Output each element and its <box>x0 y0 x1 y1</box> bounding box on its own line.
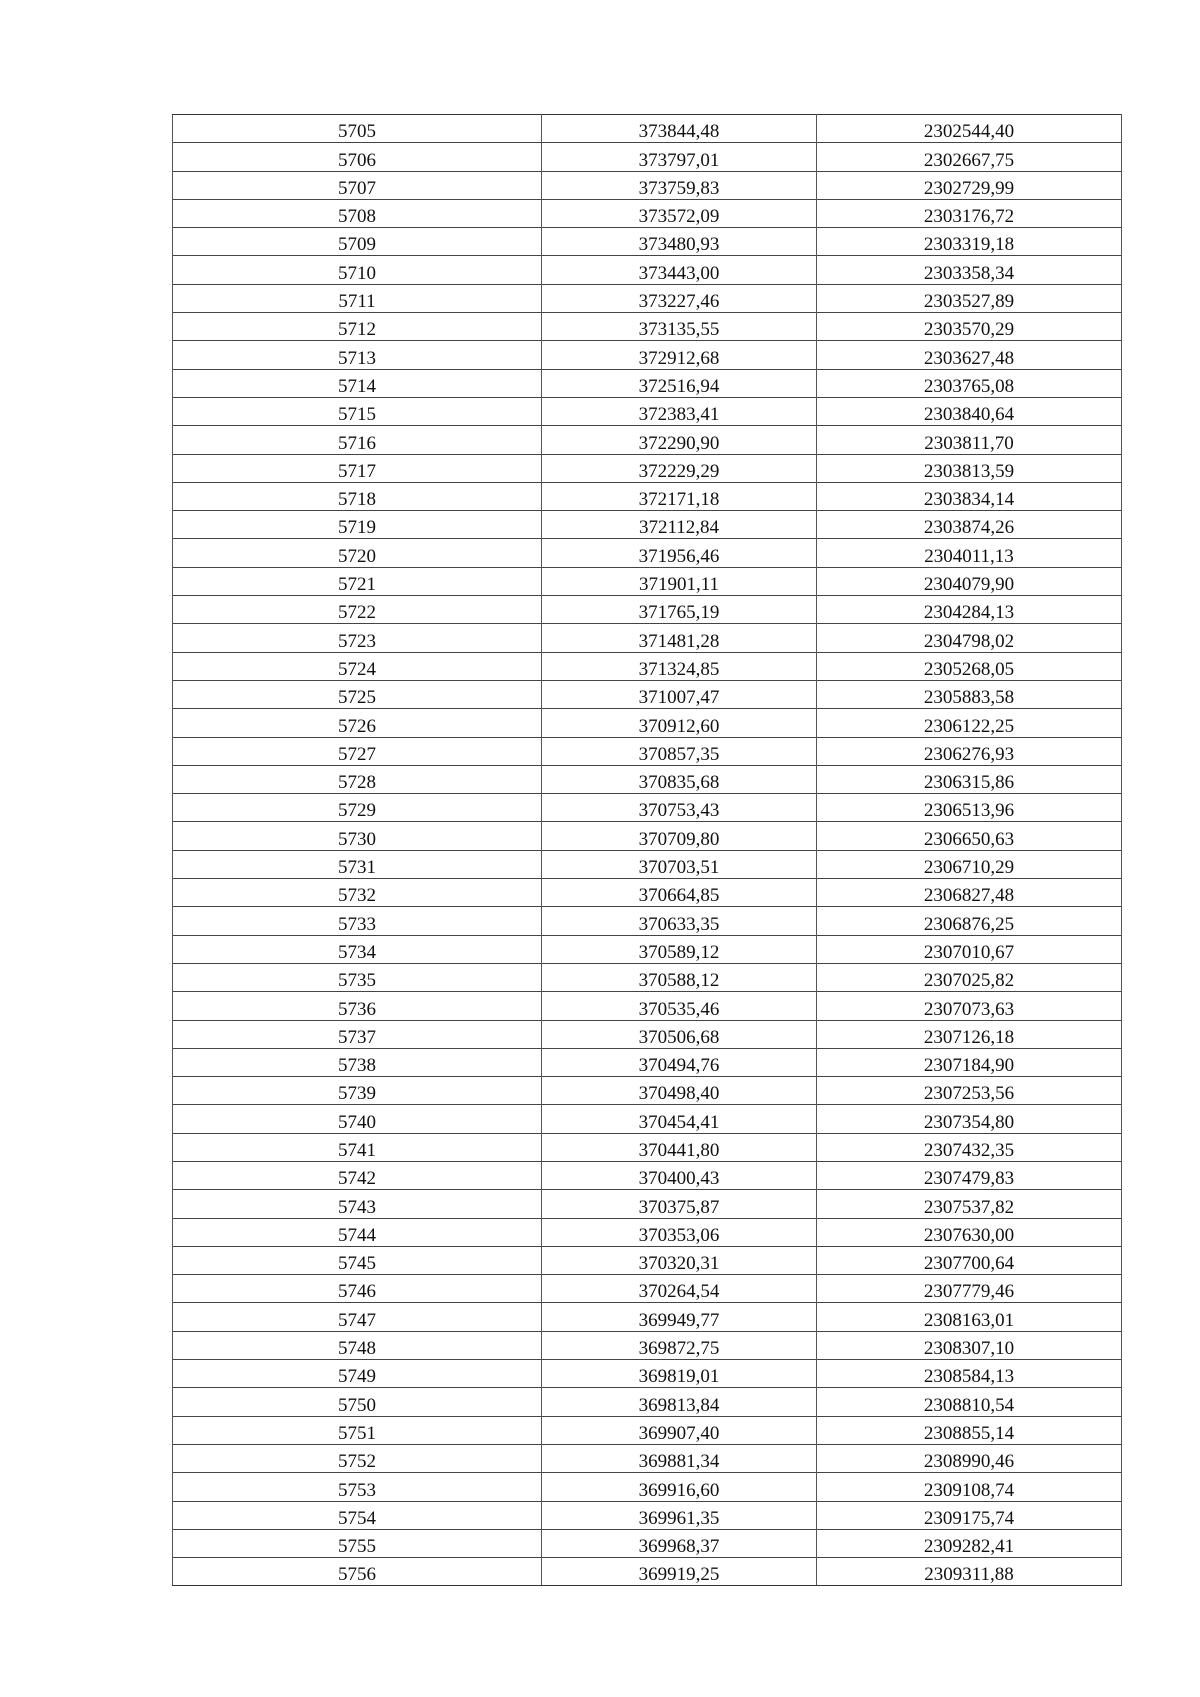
x-coordinate-cell: 370353,06 <box>542 1218 817 1246</box>
x-coordinate-cell: 369916,60 <box>542 1473 817 1501</box>
table-row <box>173 1105 1122 1133</box>
point-number-cell: 5707 <box>173 171 542 199</box>
x-coordinate-cell: 370703,51 <box>542 850 817 878</box>
x-coordinate-cell: 373227,46 <box>542 284 817 312</box>
table-row <box>173 1161 1122 1189</box>
x-coordinate-cell: 369949,77 <box>542 1303 817 1331</box>
x-coordinate-cell: 369819,01 <box>542 1360 817 1388</box>
x-coordinate-cell: 369813,84 <box>542 1388 817 1416</box>
x-coordinate-cell: 373572,09 <box>542 199 817 227</box>
point-number-cell: 5732 <box>173 879 542 907</box>
point-number-cell: 5712 <box>173 313 542 341</box>
point-number-cell: 5739 <box>173 1077 542 1105</box>
y-coordinate-cell: 2302544,40 <box>817 115 1122 143</box>
point-number-cell: 5723 <box>173 624 542 652</box>
table-row <box>173 426 1122 454</box>
table-row <box>173 256 1122 284</box>
table-row <box>173 1416 1122 1444</box>
table-row <box>173 1048 1122 1076</box>
point-number-cell: 5752 <box>173 1444 542 1472</box>
point-number-cell: 5721 <box>173 567 542 595</box>
y-coordinate-cell: 2306827,48 <box>817 879 1122 907</box>
point-number-cell: 5728 <box>173 765 542 793</box>
table-row <box>173 992 1122 1020</box>
table-row <box>173 652 1122 680</box>
table-row <box>173 963 1122 991</box>
table-row <box>173 115 1122 143</box>
x-coordinate-cell: 370753,43 <box>542 794 817 822</box>
point-number-cell: 5719 <box>173 511 542 539</box>
y-coordinate-cell: 2302729,99 <box>817 171 1122 199</box>
x-coordinate-cell: 370264,54 <box>542 1275 817 1303</box>
y-coordinate-cell: 2307479,83 <box>817 1161 1122 1189</box>
table-row <box>173 1501 1122 1529</box>
point-number-cell: 5711 <box>173 284 542 312</box>
coordinates-table <box>172 114 1122 1586</box>
point-number-cell: 5714 <box>173 369 542 397</box>
point-number-cell: 5751 <box>173 1416 542 1444</box>
x-coordinate-cell: 372516,94 <box>542 369 817 397</box>
point-number-cell: 5716 <box>173 426 542 454</box>
y-coordinate-cell: 2308163,01 <box>817 1303 1122 1331</box>
table-row <box>173 907 1122 935</box>
x-coordinate-cell: 370857,35 <box>542 737 817 765</box>
point-number-cell: 5706 <box>173 143 542 171</box>
table-row <box>173 313 1122 341</box>
y-coordinate-cell: 2303811,70 <box>817 426 1122 454</box>
y-coordinate-cell: 2309311,88 <box>817 1558 1122 1586</box>
point-number-cell: 5730 <box>173 822 542 850</box>
point-number-cell: 5743 <box>173 1190 542 1218</box>
table-row <box>173 879 1122 907</box>
x-coordinate-cell: 369961,35 <box>542 1501 817 1529</box>
x-coordinate-cell: 373443,00 <box>542 256 817 284</box>
table-row <box>173 567 1122 595</box>
y-coordinate-cell: 2306513,96 <box>817 794 1122 822</box>
point-number-cell: 5717 <box>173 454 542 482</box>
table-row <box>173 1190 1122 1218</box>
x-coordinate-cell: 370912,60 <box>542 709 817 737</box>
point-number-cell: 5710 <box>173 256 542 284</box>
y-coordinate-cell: 2303570,29 <box>817 313 1122 341</box>
x-coordinate-cell: 369881,34 <box>542 1444 817 1472</box>
point-number-cell: 5755 <box>173 1529 542 1557</box>
x-coordinate-cell: 369872,75 <box>542 1331 817 1359</box>
y-coordinate-cell: 2302667,75 <box>817 143 1122 171</box>
y-coordinate-cell: 2308855,14 <box>817 1416 1122 1444</box>
point-number-cell: 5705 <box>173 115 542 143</box>
table-row <box>173 482 1122 510</box>
table-row <box>173 1020 1122 1048</box>
table-row <box>173 171 1122 199</box>
x-coordinate-cell: 370506,68 <box>542 1020 817 1048</box>
table-row <box>173 397 1122 425</box>
y-coordinate-cell: 2307432,35 <box>817 1133 1122 1161</box>
x-coordinate-cell: 373759,83 <box>542 171 817 199</box>
y-coordinate-cell: 2303834,14 <box>817 482 1122 510</box>
y-coordinate-cell: 2309108,74 <box>817 1473 1122 1501</box>
x-coordinate-cell: 373480,93 <box>542 228 817 256</box>
point-number-cell: 5748 <box>173 1331 542 1359</box>
y-coordinate-cell: 2306122,25 <box>817 709 1122 737</box>
y-coordinate-cell: 2307253,56 <box>817 1077 1122 1105</box>
point-number-cell: 5708 <box>173 199 542 227</box>
x-coordinate-cell: 370589,12 <box>542 935 817 963</box>
point-number-cell: 5741 <box>173 1133 542 1161</box>
table-row <box>173 680 1122 708</box>
table-row <box>173 1360 1122 1388</box>
point-number-cell: 5709 <box>173 228 542 256</box>
table-row <box>173 341 1122 369</box>
x-coordinate-cell: 371765,19 <box>542 596 817 624</box>
x-coordinate-cell: 373844,48 <box>542 115 817 143</box>
point-number-cell: 5718 <box>173 482 542 510</box>
y-coordinate-cell: 2309175,74 <box>817 1501 1122 1529</box>
y-coordinate-cell: 2308584,13 <box>817 1360 1122 1388</box>
y-coordinate-cell: 2307700,64 <box>817 1246 1122 1274</box>
table-row <box>173 1444 1122 1472</box>
y-coordinate-cell: 2307184,90 <box>817 1048 1122 1076</box>
table-row <box>173 1218 1122 1246</box>
y-coordinate-cell: 2307354,80 <box>817 1105 1122 1133</box>
x-coordinate-cell: 370494,76 <box>542 1048 817 1076</box>
point-number-cell: 5734 <box>173 935 542 963</box>
x-coordinate-cell: 372290,90 <box>542 426 817 454</box>
point-number-cell: 5745 <box>173 1246 542 1274</box>
point-number-cell: 5722 <box>173 596 542 624</box>
point-number-cell: 5744 <box>173 1218 542 1246</box>
table-row <box>173 1303 1122 1331</box>
y-coordinate-cell: 2304798,02 <box>817 624 1122 652</box>
x-coordinate-cell: 372112,84 <box>542 511 817 539</box>
x-coordinate-cell: 369968,37 <box>542 1529 817 1557</box>
x-coordinate-cell: 371324,85 <box>542 652 817 680</box>
table-row <box>173 737 1122 765</box>
x-coordinate-cell: 370633,35 <box>542 907 817 935</box>
point-number-cell: 5724 <box>173 652 542 680</box>
y-coordinate-cell: 2305268,05 <box>817 652 1122 680</box>
x-coordinate-cell: 370400,43 <box>542 1161 817 1189</box>
y-coordinate-cell: 2303319,18 <box>817 228 1122 256</box>
point-number-cell: 5747 <box>173 1303 542 1331</box>
table-row <box>173 822 1122 850</box>
point-number-cell: 5720 <box>173 539 542 567</box>
point-number-cell: 5754 <box>173 1501 542 1529</box>
y-coordinate-cell: 2303813,59 <box>817 454 1122 482</box>
point-number-cell: 5713 <box>173 341 542 369</box>
table-row <box>173 539 1122 567</box>
x-coordinate-cell: 370375,87 <box>542 1190 817 1218</box>
table-row <box>173 454 1122 482</box>
table-row <box>173 1473 1122 1501</box>
point-number-cell: 5750 <box>173 1388 542 1416</box>
y-coordinate-cell: 2303840,64 <box>817 397 1122 425</box>
y-coordinate-cell: 2306315,86 <box>817 765 1122 793</box>
x-coordinate-cell: 372383,41 <box>542 397 817 425</box>
x-coordinate-cell: 370320,31 <box>542 1246 817 1274</box>
point-number-cell: 5756 <box>173 1558 542 1586</box>
point-number-cell: 5725 <box>173 680 542 708</box>
y-coordinate-cell: 2303176,72 <box>817 199 1122 227</box>
point-number-cell: 5731 <box>173 850 542 878</box>
table-row <box>173 284 1122 312</box>
y-coordinate-cell: 2306276,93 <box>817 737 1122 765</box>
y-coordinate-cell: 2304011,13 <box>817 539 1122 567</box>
x-coordinate-cell: 370441,80 <box>542 1133 817 1161</box>
x-coordinate-cell: 370498,40 <box>542 1077 817 1105</box>
point-number-cell: 5738 <box>173 1048 542 1076</box>
y-coordinate-cell: 2308307,10 <box>817 1331 1122 1359</box>
y-coordinate-cell: 2304079,90 <box>817 567 1122 595</box>
y-coordinate-cell: 2306710,29 <box>817 850 1122 878</box>
point-number-cell: 5733 <box>173 907 542 935</box>
y-coordinate-cell: 2308990,46 <box>817 1444 1122 1472</box>
table-row <box>173 624 1122 652</box>
table-row <box>173 935 1122 963</box>
x-coordinate-cell: 372229,29 <box>542 454 817 482</box>
table-row <box>173 1388 1122 1416</box>
x-coordinate-cell: 370588,12 <box>542 963 817 991</box>
table-row <box>173 1246 1122 1274</box>
table-row <box>173 1529 1122 1557</box>
point-number-cell: 5749 <box>173 1360 542 1388</box>
table-row <box>173 511 1122 539</box>
x-coordinate-cell: 370535,46 <box>542 992 817 1020</box>
x-coordinate-cell: 370835,68 <box>542 765 817 793</box>
point-number-cell: 5727 <box>173 737 542 765</box>
y-coordinate-cell: 2307779,46 <box>817 1275 1122 1303</box>
table-row <box>173 765 1122 793</box>
table-row <box>173 1331 1122 1359</box>
x-coordinate-cell: 370454,41 <box>542 1105 817 1133</box>
table-row <box>173 596 1122 624</box>
x-coordinate-cell: 369919,25 <box>542 1558 817 1586</box>
point-number-cell: 5742 <box>173 1161 542 1189</box>
table-row <box>173 199 1122 227</box>
x-coordinate-cell: 373135,55 <box>542 313 817 341</box>
table-row <box>173 143 1122 171</box>
x-coordinate-cell: 371901,11 <box>542 567 817 595</box>
y-coordinate-cell: 2307025,82 <box>817 963 1122 991</box>
point-number-cell: 5715 <box>173 397 542 425</box>
x-coordinate-cell: 373797,01 <box>542 143 817 171</box>
y-coordinate-cell: 2307010,67 <box>817 935 1122 963</box>
coordinates-table-body <box>173 115 1122 1586</box>
y-coordinate-cell: 2307073,63 <box>817 992 1122 1020</box>
y-coordinate-cell: 2309282,41 <box>817 1529 1122 1557</box>
x-coordinate-cell: 370709,80 <box>542 822 817 850</box>
y-coordinate-cell: 2303874,26 <box>817 511 1122 539</box>
table-row <box>173 850 1122 878</box>
y-coordinate-cell: 2303627,48 <box>817 341 1122 369</box>
x-coordinate-cell: 370664,85 <box>542 879 817 907</box>
table-row <box>173 1275 1122 1303</box>
x-coordinate-cell: 371956,46 <box>542 539 817 567</box>
table-row <box>173 228 1122 256</box>
point-number-cell: 5726 <box>173 709 542 737</box>
point-number-cell: 5737 <box>173 1020 542 1048</box>
point-number-cell: 5735 <box>173 963 542 991</box>
table-row <box>173 1558 1122 1586</box>
point-number-cell: 5729 <box>173 794 542 822</box>
y-coordinate-cell: 2306876,25 <box>817 907 1122 935</box>
y-coordinate-cell: 2303527,89 <box>817 284 1122 312</box>
y-coordinate-cell: 2308810,54 <box>817 1388 1122 1416</box>
x-coordinate-cell: 369907,40 <box>542 1416 817 1444</box>
y-coordinate-cell: 2303765,08 <box>817 369 1122 397</box>
x-coordinate-cell: 372171,18 <box>542 482 817 510</box>
x-coordinate-cell: 371481,28 <box>542 624 817 652</box>
point-number-cell: 5753 <box>173 1473 542 1501</box>
y-coordinate-cell: 2307630,00 <box>817 1218 1122 1246</box>
y-coordinate-cell: 2304284,13 <box>817 596 1122 624</box>
y-coordinate-cell: 2307537,82 <box>817 1190 1122 1218</box>
point-number-cell: 5736 <box>173 992 542 1020</box>
x-coordinate-cell: 371007,47 <box>542 680 817 708</box>
table-row <box>173 709 1122 737</box>
y-coordinate-cell: 2303358,34 <box>817 256 1122 284</box>
y-coordinate-cell: 2305883,58 <box>817 680 1122 708</box>
x-coordinate-cell: 372912,68 <box>542 341 817 369</box>
y-coordinate-cell: 2306650,63 <box>817 822 1122 850</box>
point-number-cell: 5740 <box>173 1105 542 1133</box>
table-row <box>173 1077 1122 1105</box>
table-row <box>173 369 1122 397</box>
y-coordinate-cell: 2307126,18 <box>817 1020 1122 1048</box>
table-row <box>173 794 1122 822</box>
table-row <box>173 1133 1122 1161</box>
point-number-cell: 5746 <box>173 1275 542 1303</box>
